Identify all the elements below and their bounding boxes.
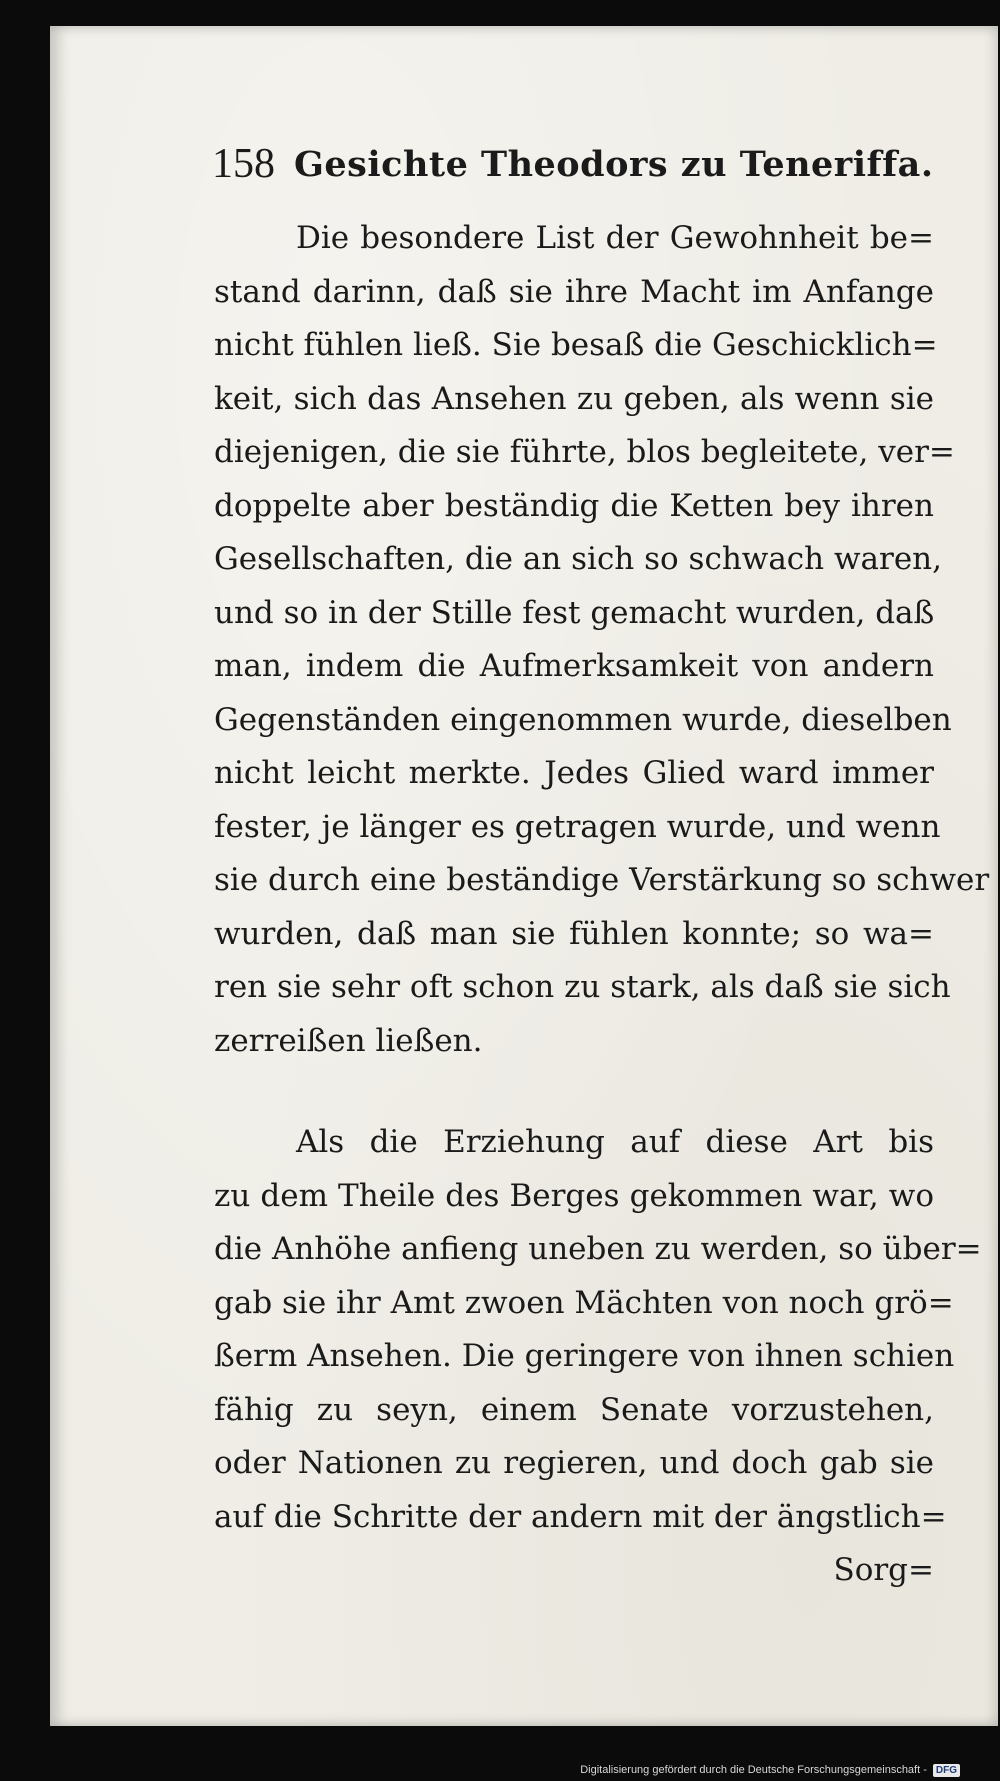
text-line: nicht leicht merkte. Jedes Glied ward immer	[214, 755, 934, 791]
page-header	[160, 140, 950, 200]
text-line: Gesellschaften, die an sich so schwach waren,	[214, 541, 942, 577]
text-line: nicht fühlen ließ. Sie besaß die Geschicklich=	[214, 327, 938, 363]
paragraph-1	[214, 212, 990, 1068]
text-line: Gegenständen eingenommen wurde, dieselben	[214, 701, 952, 738]
text-line: fähig zu seyn, einem Senate vorzustehen,	[214, 1391, 934, 1428]
text-line: sie durch eine beständige Verstärkung so schwer	[214, 862, 990, 898]
text-line: oder Nationen zu regieren, und doch gab sie	[214, 1445, 934, 1481]
text-line: doppelte aber beständig die Ketten bey ihren	[214, 487, 934, 524]
text-line: fester, je länger es getragen wurde, und wenn	[214, 808, 941, 845]
text-line: man, indem die Aufmerksamkeit von andern	[214, 648, 934, 684]
text-line: und so in der Stille fest gemacht wurden, daß	[214, 594, 935, 631]
text-line: gab sie ihr Amt zwoen Mächten von noch grö=	[214, 1284, 954, 1321]
text-line: die Anhöhe anfieng uneben zu werden, so über=	[214, 1231, 982, 1267]
page-number: 158	[212, 141, 275, 187]
paragraph-gap	[214, 1068, 934, 1116]
text-body	[214, 212, 990, 1598]
text-line: ßerm Ansehen. Die geringere von ihnen schien	[214, 1338, 955, 1374]
text-line: auf die Schritte der andern mit der ängstlich=	[214, 1498, 947, 1535]
catchword: Sorg=	[833, 1552, 934, 1588]
text-line: zerreißen ließen.	[214, 1022, 483, 1059]
text-line: zu dem Theile des Berges gekommen war, wo	[214, 1177, 934, 1214]
text-line: ren sie sehr oft schon zu stark, als daß sie sich	[214, 969, 951, 1005]
text-line: Die besondere List der Gewohnheit be=	[296, 220, 934, 256]
digitization-credit	[580, 1762, 960, 1778]
text-line: Als die Erziehung auf diese Art bis	[296, 1124, 934, 1160]
text-line: diejenigen, die sie führte, blos begleitete, ver=	[214, 434, 955, 470]
credit-text: Digitalisierung gefördert durch die Deutsche Forschungsgemeinschaft -	[580, 1764, 927, 1776]
text-line: stand darinn, daß sie ihre Macht im Anfange	[214, 273, 934, 310]
text-line: keit, sich das Ansehen zu geben, als wenn sie	[214, 380, 934, 417]
running-title: Gesichte Theodors zu Teneriffa.	[294, 144, 934, 185]
dfg-logo: DFG	[933, 1764, 960, 1777]
text-line: wurden, daß man sie fühlen konnte; so wa=	[214, 915, 934, 952]
paragraph-2	[214, 1116, 982, 1544]
